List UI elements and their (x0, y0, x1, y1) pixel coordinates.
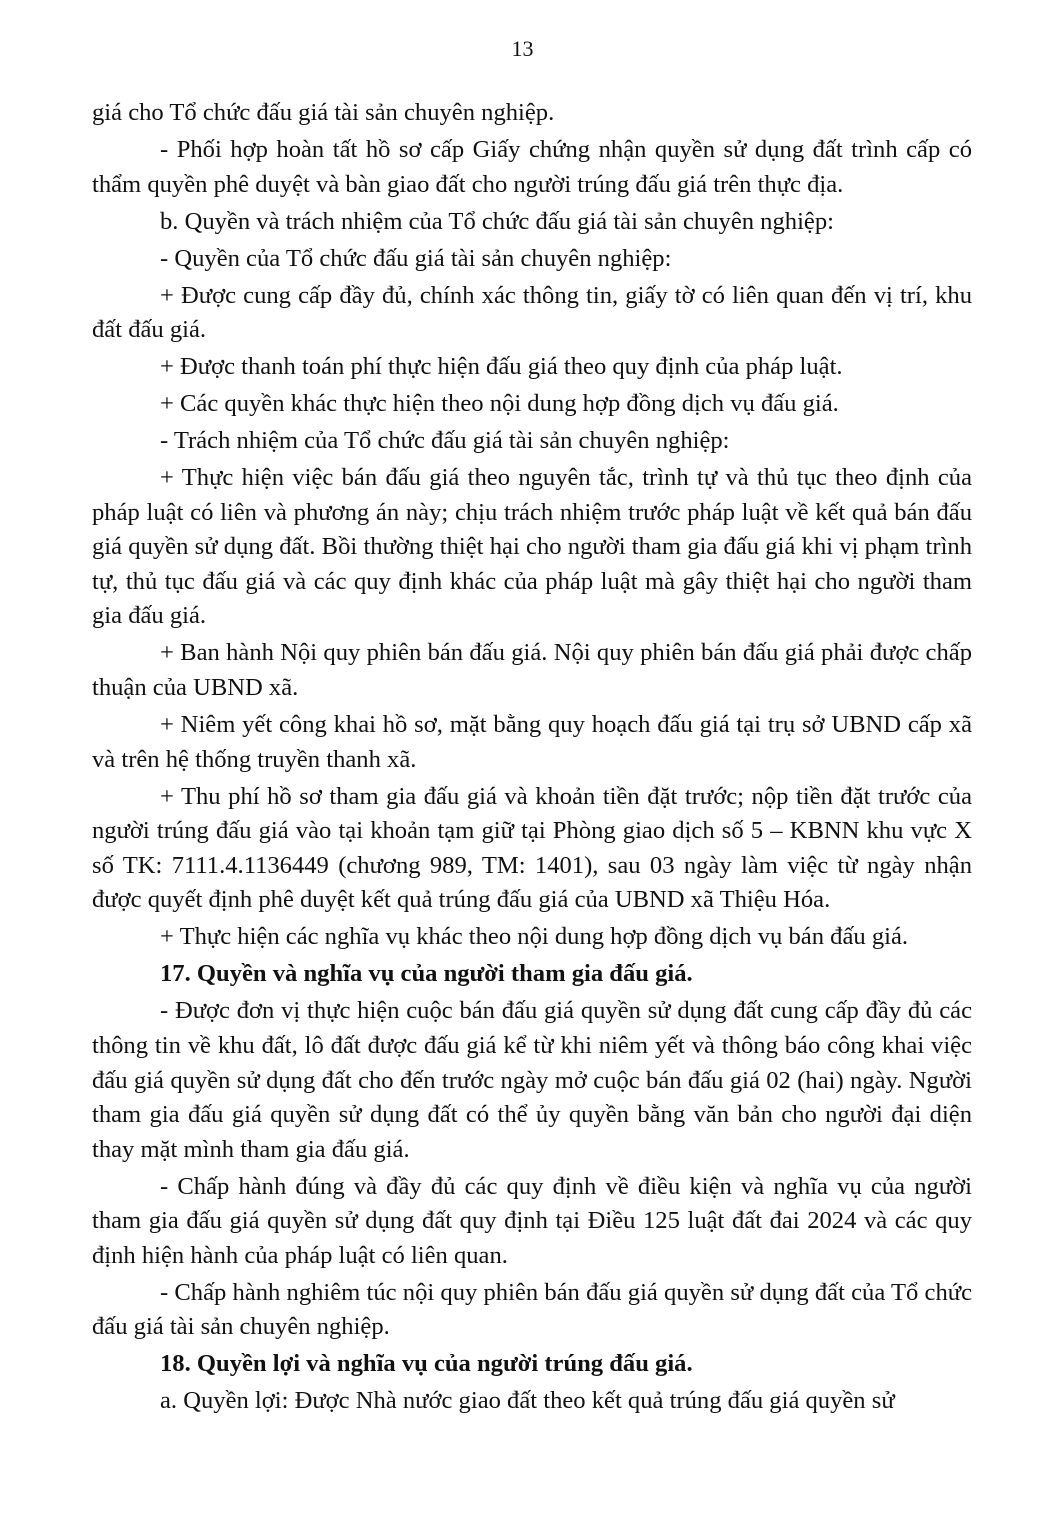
document-body (92, 96, 972, 1421)
paragraph: + Thực hiện việc bán đấu giá theo nguyên tắc, trình tự và thủ tục theo định của pháp luật có liên và phương án này; chịu trách nhiệm trước pháp luật về kết quả bán đấu giá quyền sử dụng đất. Bồi thường thiệt hại cho người tham gia đấu giá khi vị phạm trình tự, thủ tục đấu giá và các quy định khác của pháp luật mà gây thiệt hại cho người tham gia đấu giá. (92, 464, 972, 630)
paragraph: - Được đơn vị thực hiện cuộc bán đấu giá quyền sử dụng đất cung cấp đầy đủ các thông tin về khu đất, lô đất được đấu giá kể từ khi niêm yết và thông báo công khai việc đấu giá quyền sử dụng đất cho đến trước ngày mở cuộc bán đấu giá 02 (hai) ngày. Người tham gia đấu giá quyền sử dụng đất có thể ủy quyền bằng văn bản cho người đại diện thay mặt mình tham gia đấu giá. (92, 997, 972, 1163)
paragraph: - Chấp hành đúng và đầy đủ các quy định về điều kiện và nghĩa vụ của người tham gia đấu giá quyền sử dụng đất quy định tại Điều 125 luật đất đai 2024 và các quy định hiện hành của pháp luật có liên quan. (92, 1172, 972, 1269)
section-heading-18: 18. Quyền lợi và nghĩa vụ của người trúng đấu giá. (160, 1350, 693, 1378)
paragraph: + Niêm yết công khai hồ sơ, mặt bằng quy hoạch đấu giá tại trụ sở UBND cấp xã và trên hệ thống truyền thanh xã. (92, 711, 972, 773)
paragraph: - Chấp hành nghiêm túc nội quy phiên bán đấu giá quyền sử dụng đất của Tổ chức đấu giá tài sản chuyên nghiệp. (92, 1278, 972, 1341)
section-heading-17: 17. Quyền và nghĩa vụ của người tham gia đấu giá. (160, 960, 693, 988)
paragraph: + Thu phí hồ sơ tham gia đấu giá và khoản tiền đặt trước; nộp tiền đặt trước của người trúng đấu giá vào tại khoản tạm giữ tại Phòng giao dịch số 5 – KBNN khu vực X số TK: 7111.4.1136449 (chương 989, TM: 1401), sau 03 ngày làm việc từ ngày nhận được quyết định phê duyệt kết quả trúng đấu giá của UBND xã Thiệu Hóa. (92, 782, 972, 914)
paragraph: + Thực hiện các nghĩa vụ khác theo nội dung hợp đồng dịch vụ bán đấu giá. (160, 923, 909, 951)
paragraph: b. Quyền và trách nhiệm của Tổ chức đấu giá tài sản chuyên nghiệp: (160, 207, 834, 235)
paragraph: + Ban hành Nội quy phiên bán đấu giá. Nội quy phiên bán đấu giá phải được chấp thuận của UBND xã. (92, 639, 972, 702)
paragraph: - Trách nhiệm của Tổ chức đấu giá tài sản chuyên nghiệp: (160, 427, 730, 455)
page-number: 13 (511, 36, 534, 61)
paragraph: + Được cung cấp đầy đủ, chính xác thông tin, giấy tờ có liên quan đến vị trí, khu đất đấu giá. (92, 281, 972, 344)
paragraph: - Quyền của Tổ chức đấu giá tài sản chuyên nghiệp: (160, 244, 672, 272)
paragraph: a. Quyền lợi: Được Nhà nước giao đất theo kết quả trúng đấu giá quyền sử (160, 1387, 895, 1415)
paragraph: giá cho Tổ chức đấu giá tài sản chuyên nghiệp. (92, 99, 555, 126)
paragraph: + Được thanh toán phí thực hiện đấu giá theo quy định của pháp luật. (160, 353, 843, 381)
paragraph: - Phối hợp hoàn tất hồ sơ cấp Giấy chứng nhận quyền sử dụng đất trình cấp có thẩm quyền phê duyệt và bàn giao đất cho người trúng đấu giá trên thực địa. (92, 135, 972, 198)
paragraph: + Các quyền khác thực hiện theo nội dung hợp đồng dịch vụ đấu giá. (160, 390, 839, 418)
